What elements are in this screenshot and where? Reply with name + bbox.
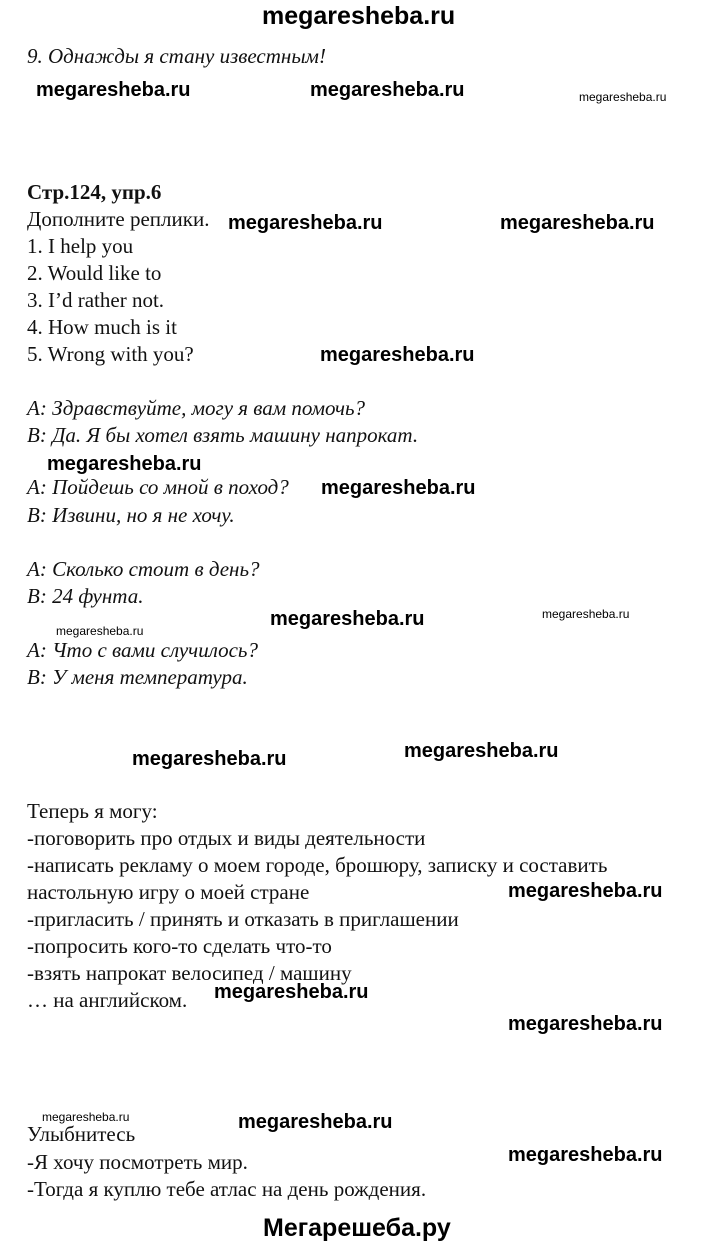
watermark: megaresheba.ru — [508, 1144, 663, 1166]
exercise-item: 3. I’d rather not. — [27, 288, 165, 312]
dialogue-line-a: A: Пойдешь со мной в поход? — [27, 475, 289, 499]
can-do-line: -взять напрокат велосипед / машину — [27, 961, 352, 985]
can-do-line: … на английском. — [27, 988, 188, 1012]
dialogue-line-b: B: Извини, но я не хочу. — [27, 503, 235, 527]
footer-site-title: Мегарешеба.ру — [263, 1214, 451, 1242]
watermark: megaresheba.ru — [56, 624, 144, 638]
dialogue-line-a: A: Что с вами случилось? — [27, 638, 258, 662]
watermark: megaresheba.ru — [500, 212, 655, 234]
watermark: megaresheba.ru — [238, 1111, 393, 1133]
smile-title: Улыбнитесь — [27, 1122, 136, 1146]
watermark: megaresheba.ru — [321, 477, 476, 499]
dialogue-line-a: A: Здравствуйте, могу я вам помочь? — [27, 396, 366, 420]
watermark: megaresheba.ru — [42, 1110, 130, 1124]
watermark: megaresheba.ru — [404, 740, 559, 762]
exercise-heading: Стр.124, упр.6 — [27, 180, 162, 204]
section-title: 9. Однажды я стану известным! — [27, 44, 326, 68]
exercise-item: 1. I help you — [27, 234, 134, 258]
watermark: megaresheba.ru — [228, 212, 383, 234]
exercise-item: 5. Wrong with you? — [27, 342, 194, 366]
can-do-line: -написать рекламу о моем городе, брошюру, записку и составить — [27, 853, 608, 877]
can-do-line: -попросить кого-то сделать что-то — [27, 934, 332, 958]
watermark: megaresheba.ru — [36, 79, 191, 101]
dialogue-line-a: A: Сколько стоит в день? — [27, 557, 260, 581]
dialogue-line-b: B: 24 фунта. — [27, 584, 144, 608]
exercise-item: 4. How much is it — [27, 315, 177, 339]
watermark: megaresheba.ru — [508, 880, 663, 902]
watermark: megaresheba.ru — [320, 344, 475, 366]
can-do-line: -пригласить / принять и отказать в приглашении — [27, 907, 459, 931]
smile-line: -Я хочу посмотреть мир. — [27, 1150, 248, 1174]
dialogue-line-b: B: У меня температура. — [27, 665, 248, 689]
can-do-line: настольную игру о моей стране — [27, 880, 310, 904]
can-do-line: -поговорить про отдых и виды деятельности — [27, 826, 426, 850]
watermark: megaresheba.ru — [47, 453, 202, 475]
watermark: megaresheba.ru — [310, 79, 465, 101]
exercise-item: 2. Would like to — [27, 261, 162, 285]
watermark: megaresheba.ru — [508, 1013, 663, 1035]
watermark: megaresheba.ru — [270, 608, 425, 630]
smile-line: -Тогда я куплю тебе атлас на день рождения. — [27, 1177, 427, 1201]
dialogue-line-b: B: Да. Я бы хотел взять машину напрокат. — [27, 423, 419, 447]
watermark: megaresheba.ru — [542, 607, 630, 621]
watermark: megaresheba.ru — [579, 90, 667, 104]
header-site-title: megaresheba.ru — [262, 2, 456, 30]
can-do-intro: Теперь я могу: — [27, 799, 158, 823]
watermark: megaresheba.ru — [214, 981, 369, 1003]
watermark: megaresheba.ru — [132, 748, 287, 770]
exercise-instruction: Дополните реплики. — [27, 207, 210, 231]
